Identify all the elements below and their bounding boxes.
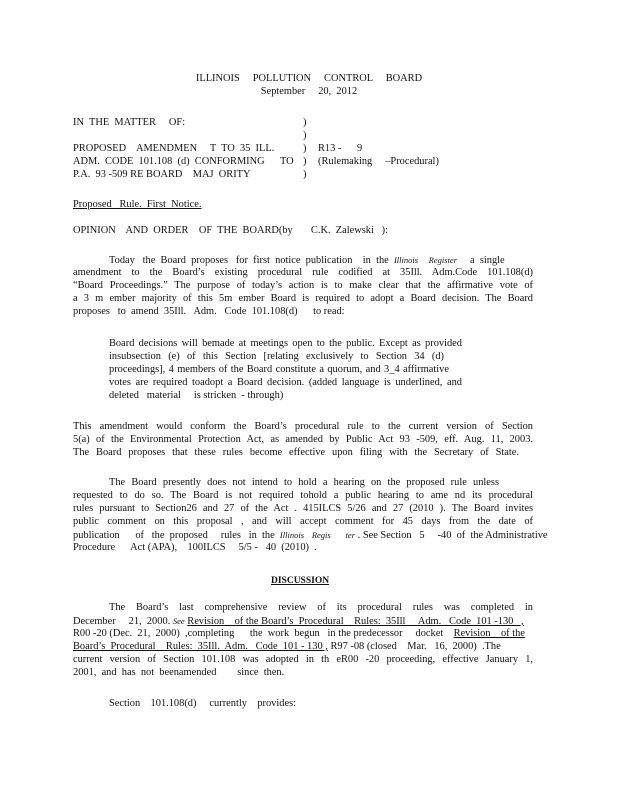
para4-line: current version of Section 101.108 was adopted in th eR00 -20 proceeding, effective January 1, (73, 654, 533, 665)
document-date: September 20, 2012 (260, 86, 358, 97)
para4-text: R97 -08 (closed Mar. 16, 2000) .The (330, 641, 501, 652)
para1-line: proposes to amend 35Ill. Adm. Code 101.108(d) to read: (73, 306, 345, 317)
quote-line: insubsection (e) of this Section [relating exclusively to Section 34 (d) (109, 351, 444, 362)
citation-underlined: Revision of the (453, 628, 525, 639)
para4-line (73, 641, 501, 653)
para3-line: Procedure Act (APA), 100ILCS 5/5 - 40 (2010) . (73, 542, 317, 553)
docket-number: R13 - 9 (318, 143, 363, 154)
italic-register: Illinois Register (393, 255, 458, 265)
para1-line: a 3 m ember majority of this 5m ember Board is required to adopt a Board decision. The Board (73, 293, 533, 304)
para3-text: publication of the proposed rules in the (73, 530, 275, 541)
para3-line: rules pursuant to Section26 and 27 of the Act . 415ILCS 5/26 and 27 (2010 ). The Board invites (73, 503, 533, 514)
para1-line: “Board Proceedings.” The purpose of today’s action is to make clear that the affirmative vote of (73, 280, 533, 291)
caption-bracket: ) (303, 169, 307, 180)
docket-type: (Rulemaking –Procedural) (318, 156, 439, 167)
italic-see: See (172, 616, 185, 626)
notice-line: Proposed Rule. First Notice. (73, 199, 202, 210)
citation-underlined: Revision of the Board’s Procedural Rules: 35Ill Adm. Code 101 -130 , (187, 616, 524, 627)
para1-line (109, 254, 505, 267)
quote-line: votes are required toadopt a Board decision. (added language is underlined, and (109, 377, 462, 388)
agency-title: ILLINOIS POLLUTION CONTROL BOARD (195, 73, 423, 84)
quote-line: Board decisions will bemade at meetings open to the public. Except as provided (109, 338, 462, 349)
para1-text: Today the Board proposes for first notice publication in the (109, 255, 389, 266)
para4-line: 2001, and has not beenamended since then. (73, 667, 285, 678)
para4-line: The Board’s last comprehensive review of its procedural rules was completed in (109, 602, 533, 613)
italic-register: Regis ter (311, 530, 356, 540)
para3-line (73, 529, 548, 542)
para4-line (73, 628, 525, 640)
caption-line-3: P.A. 93 -509 RE BOARD MAJ ORITY (73, 169, 251, 180)
quote-line: deleted material is stricken - through) (109, 390, 284, 401)
para4-text: December 21, 2000. (73, 616, 171, 627)
caption-matter: IN THE MATTER OF: (73, 117, 186, 128)
para2-line: The Board proposes that these rules become effective upon filing with the Secretary of State. (73, 447, 519, 458)
para3-line: requested to do so. The Board is not required tohold a public hearing to ame nd its procedural (73, 490, 533, 501)
caption-bracket: ) (303, 156, 307, 167)
para1-line: amendment to the Board’s existing procedural rule codified at 35Ill. Adm.Code 101.108(d) (73, 267, 533, 278)
para3-line: The Board presently does not intend to hold a hearing on the proposed rule unless (109, 477, 499, 488)
para4-line (73, 615, 524, 628)
para3-text: . See Section 5 -40 of the Administrative (357, 530, 548, 541)
caption-line-2: ADM. CODE 101.108 (d) CONFORMING (73, 156, 265, 167)
para2-line: 5(a) of the Environmental Protection Act, as amended by Public Act 93 -509, eff. Aug. 11, 2003. (73, 434, 533, 445)
para1-text: a single (470, 255, 505, 266)
para2-line: This amendment would conform the Board’s procedural rule to the current version of Section (73, 421, 533, 432)
para3-line: public comment on this proposal , and will accept comment for 45 days from the date of (73, 516, 533, 527)
italic-register: Illinois (279, 530, 305, 540)
opinion-heading: OPINION AND ORDER OF THE BOARD(by C.K. Zalewski ): (73, 225, 388, 236)
discussion-heading: DISCUSSION (271, 576, 330, 586)
citation-underlined: Board’s Procedural Rules: 35Ill. Adm. Code 101 - 130 , (73, 641, 328, 652)
para4-text: R00 -20 (Dec. 21, 2000) ,completing the work begun in the predecessor docket (73, 628, 444, 639)
caption-line-1: PROPOSED AMENDMEN T TO 35 ILL. (73, 143, 275, 154)
para5-line: Section 101.108(d) currently provides: (109, 698, 296, 709)
caption-bracket: ) (303, 143, 307, 154)
quote-line: proceedings], 4 members of the Board constitute a quorum, and 3_4 affirmative (109, 364, 449, 375)
caption-bracket: ) (303, 130, 307, 141)
caption-bracket: ) (303, 117, 307, 128)
caption-to: TO (280, 156, 294, 167)
